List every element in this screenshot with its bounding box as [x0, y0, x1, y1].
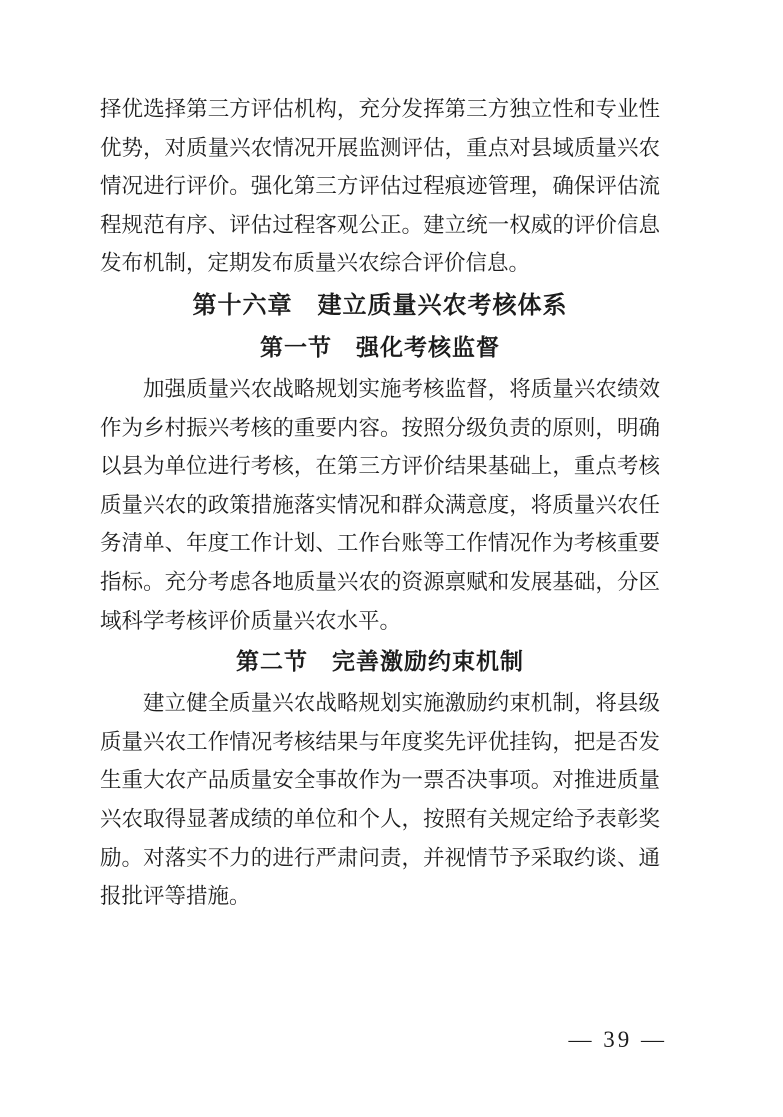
section-1-paragraph: 加强质量兴农战略规划实施考核监督，将质量兴农绩效作为乡村振兴考核的重要内容。按照分级负责的原则，明确以县为单位进行考核，在第三方评价结果基础上，重点考核质量兴农的政策措施落实情况和群众满意度，将质量兴农任务清单、年度工作计划、工作台账等工作情况作为考核重要指标。充分考虑各地质量兴农的资源禀赋和发展基础，分区域科学考核评价质量兴农水平。: [100, 376, 660, 633]
chapter-heading: 第十六章 建立质量兴农考核体系: [192, 291, 568, 319]
section-2-paragraph: 建立健全质量兴农战略规划实施激励约束机制，将县级质量兴农工作情况考核结果与年度奖先评优挂钩，把是否发生重大农产品质量安全事故作为一票否决事项。对推进质量兴农取得显著成绩的单位和个人，按照有关规定给予表彰奖励。对落实不力的进行严肃问责，并视情节予采取约谈、通报批评等措施。: [100, 691, 660, 909]
text-block: [100, 90, 660, 916]
section-1-heading: 第一节 强化考核监督: [260, 334, 500, 360]
page-number: — 39 —: [568, 1027, 667, 1052]
section-2-heading: 第二节 完善激励约束机制: [236, 649, 524, 675]
continued-paragraph: 择优选择第三方评估机构，充分发挥第三方独立性和专业性优势，对质量兴农情况开展监测评估，重点对县域质量兴农情况进行评价。强化第三方评估过程痕迹管理，确保评估流程规范有序、评估过程客观公正。建立统一权威的评价信息发布机制，定期发布质量兴农综合评价信息。: [100, 97, 660, 276]
